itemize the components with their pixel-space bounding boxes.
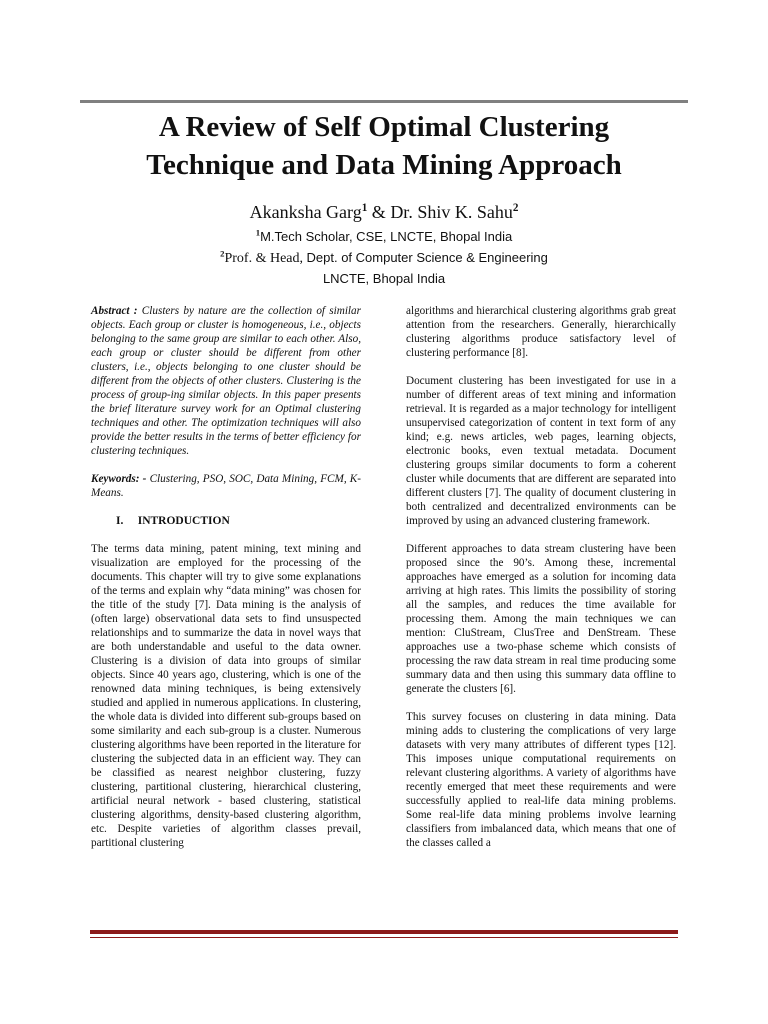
affiliation-1 xyxy=(60,228,708,247)
abstract xyxy=(91,304,361,458)
keywords xyxy=(91,472,361,500)
bottom-rule-thin xyxy=(90,937,678,938)
abstract-label: Abstract : xyxy=(91,305,142,317)
author-separator: & xyxy=(367,202,391,222)
author-1-name: Akanksha Garg xyxy=(249,202,362,222)
abstract-text: Clusters by nature are the collection of similar objects. Each group or cluster is homogeneous, i.e., objects belonging to the same group are similar to each other. Also, each group or cluster should be different from other clusters, i.e., objects belonging to one cluster should be different from the objects of other clusters. Clustering is the process of group-ing similar objects. In this paper presents the brief literature survey work for an Optimal clustering techniques and other. The optimization techniques will also provide the better results in the terms of better efficiency for clustering techniques. xyxy=(91,305,361,457)
intro-paragraph-1: The terms data mining, patent mining, text mining and visualization are employed for the processing of the documents. This chapter will try to give some explanations of the terms and explain why “data mining” was chosen for the title of the study [7]. Data mining is the analysis of (often large) observational data sets to find unsuspected relationships and to summarize the data in novel ways that are both understandable and useful to the data owner. Clustering is a division of data into groups of similar objects. Since 40 years ago, clustering, which is one of the renowned data mining techniques, is being extensively studied and applied in numerous applications. In clustering, the whole data is divided into different sub-groups based on some similarity and each sub-group is a cluster. Numerous clustering algorithms have been reported in the literature for clustering the subjected data in an efficient way. They can be classified as nearest neighbor clustering, fuzzy clustering, partitional clustering, hierarchical clustering, artificial neural network - based clustering, statistical clustering algorithms, density-based clustering algorithm, etc. Despite varieties of algorithm classes prevail, partitional clustering xyxy=(91,543,361,849)
author-line xyxy=(60,200,708,224)
section-number: I. xyxy=(116,515,124,527)
keywords-label: Keywords: - xyxy=(91,473,150,485)
right-paragraph-1: algorithms and hierarchical clustering algorithms grab great attention from the researchers. Generally, hierarchically clustering algorithms produce satisfactory level of clustering performance [8]. xyxy=(406,305,676,359)
paper-title xyxy=(60,108,708,184)
section-heading-introduction xyxy=(91,514,361,528)
right-paragraph-3: Different approaches to data stream clustering have been proposed since the 90’s. Among these, incremental approaches have emerged as a solution for incoming data arriving at high rates. This limits the possibility of storing all the samples, and reduces the time available for processing them. Among the main techniques we can mention: CluStream, ClusTree and DenStream. These approaches use a two-phase scheme which consists of processing the raw data stream in real time producing some summary data and then using this summary data offline to generate the clusters [6]. xyxy=(406,543,676,695)
right-paragraph-2: Document clustering has been investigated for use in a number of different areas of text mining and information retrieval. It is regarded as a major technology for intelligent unsupervised categorization of content in text form of any kind; e.g. news articles, web pages, learning objects, electronic books, even textual metadata. Document clustering groups similar documents to form a coherent cluster while documents that are different are separated into different clusters [7]. The quality of document clustering in both centralized and decentralized environments can be improved by using an advanced clustering framework. xyxy=(406,375,676,527)
top-rule xyxy=(80,100,688,103)
title-line-2: Technique and Data Mining Approach xyxy=(146,149,622,181)
affiliation-3-text: LNCTE, Bhopal India xyxy=(322,271,446,286)
keywords-text: Clustering, PSO, SOC, Data Mining, FCM, K-Means. xyxy=(91,473,361,499)
left-column xyxy=(91,304,361,864)
right-column xyxy=(406,304,676,864)
right-paragraph-4: This survey focuses on clustering in data mining. Data mining adds to clustering the complications of very large datasets with very many attributes of different types [12]. This imposes unique computational requirements on relevant clustering algorithms. A variety of algorithms have recently emerged that meet these requirements and were successfully applied to real-life data mining problems. Some real-life data mining problems involve learning classifiers from imbalanced data, which means that one of the classes called a xyxy=(406,711,676,849)
title-line-1: A Review of Self Optimal Clustering xyxy=(158,111,610,143)
author-2-sup: 2 xyxy=(512,202,519,214)
affiliation-1-sup: 1 xyxy=(255,227,261,238)
affiliation-2-role: Prof. & Head, xyxy=(224,251,307,266)
affiliation-1-text: M.Tech Scholar, CSE, LNCTE, Bhopal India xyxy=(260,229,513,244)
author-1-sup: 1 xyxy=(361,202,368,214)
author-2-name: Dr. Shiv K. Sahu xyxy=(390,202,513,222)
section-title: INTRODUCTION xyxy=(137,515,230,527)
affiliation-3 xyxy=(60,270,708,289)
bottom-rule-thick xyxy=(90,930,678,934)
affiliation-2-dept: Dept. of Computer Science & Engineering xyxy=(306,250,548,265)
affiliation-2 xyxy=(60,249,708,268)
affiliation-2-sup: 2 xyxy=(220,248,225,259)
